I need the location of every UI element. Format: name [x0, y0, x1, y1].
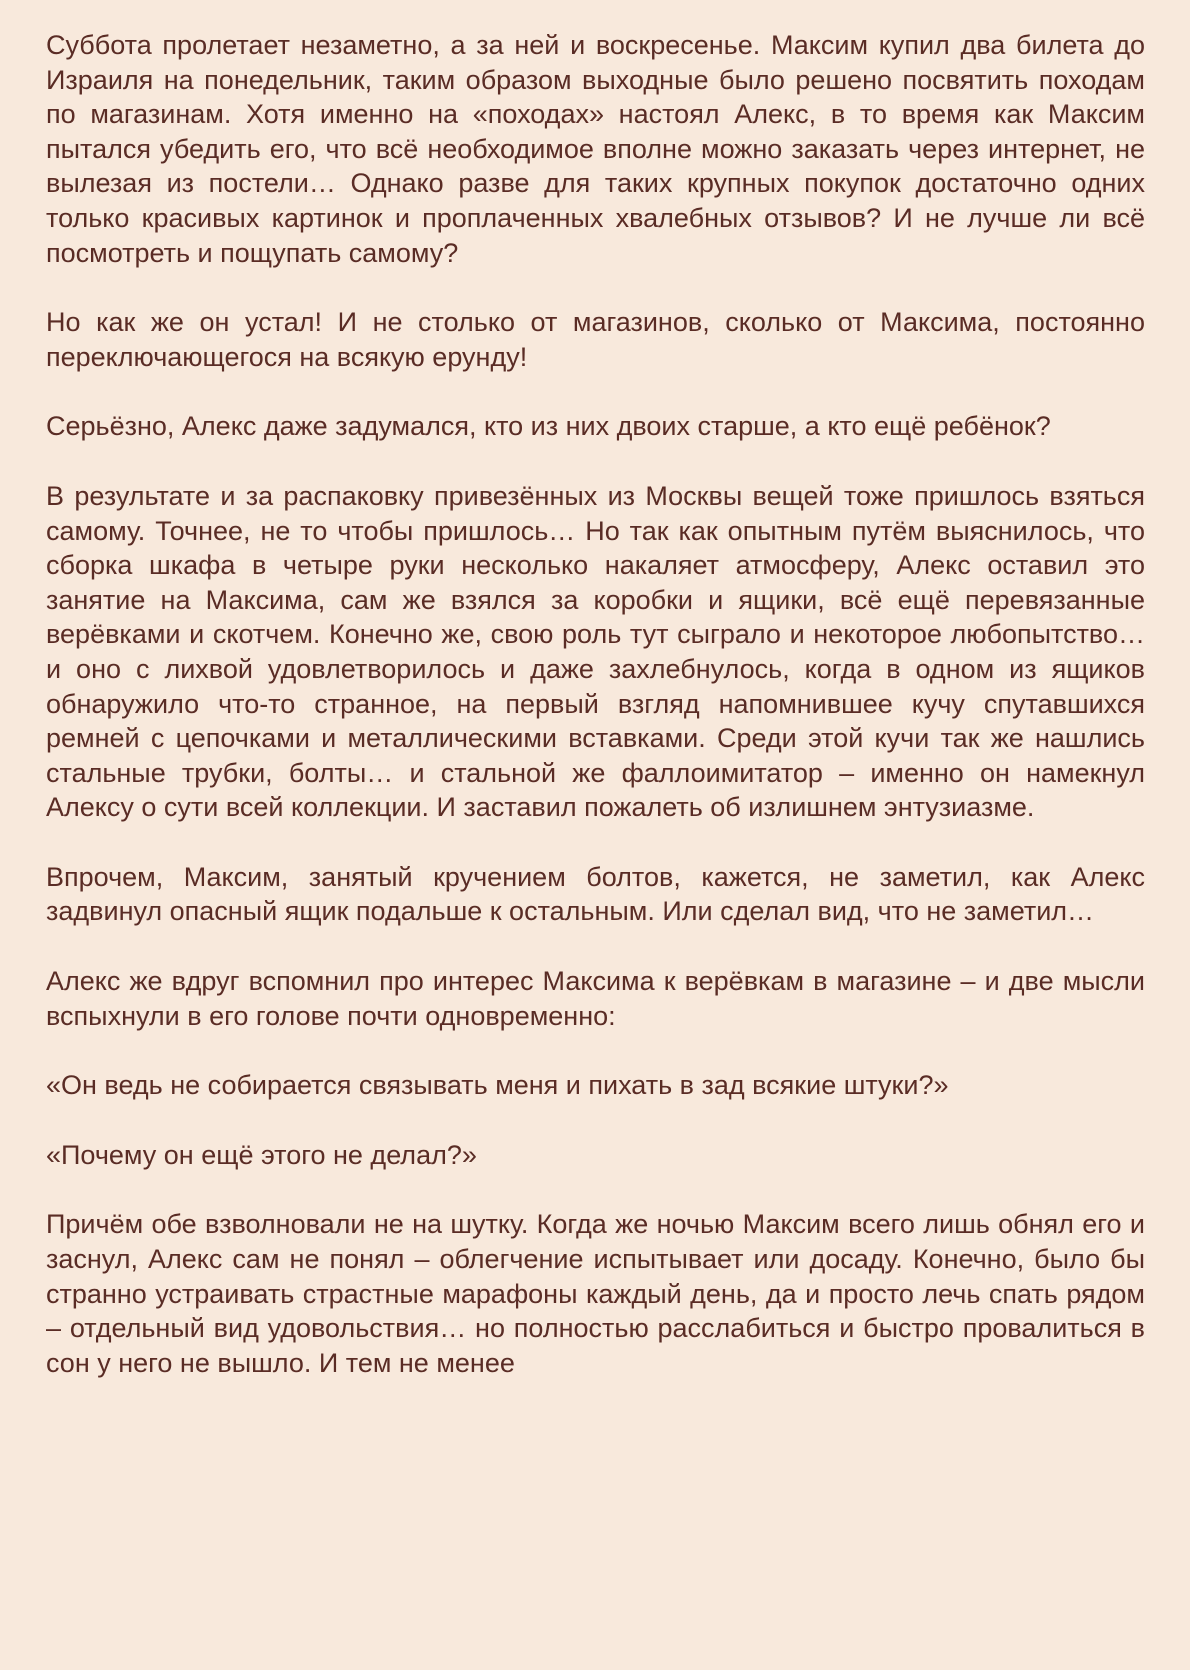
paragraph-5: Впрочем, Максим, занятый кручением болтов, кажется, не заметил, как Алекс задвинул опасный ящик подальше к остальным. Или сделал вид, что не заметил… — [46, 861, 1145, 927]
paragraph-9: Причём обе взволновали не на шутку. Когда же ночью Максим всего лишь обнял его и заснул, Алекс сам не понял – облегчение испытывает или досаду. Конечно, было бы странно устраивать страстные марафоны каждый день, да и просто лечь спать рядом – отдельный вид удовольствия… но полностью расслабиться и быстро провалиться в сон у него не вышло. И тем не менее — [46, 1209, 1145, 1378]
paragraph-3: Серьёзно, Алекс даже задумался, кто из них двоих старше, а кто ещё ребёнок? — [46, 411, 1051, 442]
paragraph-1: Суббота пролетает незаметно, а за ней и воскресенье. Максим купил два билета до Израиля на понедельник, таким образом выходные было решено посвятить походам по магазинам. Хотя именно на «походах» настоял Алекс, в то время как Максим пытался убедить его, что всё необходимое вполне можно заказать через интернет, не вылезая из постели… Однако разве для таких крупных покупок достаточно одних только красивых картинок и проплаченных хвалебных отзывов? И не лучше ли всё посмотреть и пощупать самому? — [46, 30, 1145, 268]
paragraph-7: «Он ведь не собирается связывать меня и пихать в зад всякие штуки?» — [46, 1070, 949, 1101]
paragraph-8: «Почему он ещё этого не делал?» — [46, 1139, 477, 1170]
paragraph-4: В результате и за распаковку привезённых из Москвы вещей тоже пришлось взяться самому. Точнее, не то чтобы пришлось… Но так как опытным путём выяснилось, что сборка шкафа в четыре руки несколько накаляет атмосферу, Алекс оставил это занятие на Максима, сам же взялся за коробки и ящики, всё ещё перевязанные верёвками и скотчем. Конечно же, свою роль тут сыграло и некоторое любопытство… и оно с лихвой удовлетворилось и даже захлебнулось, когда в одном из ящиков обнаружило что-то странное, на первый взгляд напомнившее кучу спутавшихся ремней с цепочками и металлическими вставками. Среди этой кучи так же нашлись стальные трубки, болты… и стальной же фаллоимитатор – именно он намекнул Алексу о сути всей коллекции. И заставил пожалеть об излишнем энтузиазме. — [46, 480, 1145, 823]
paragraph-6: Алекс же вдруг вспомнил про интерес Максима к верёвкам в магазине – и две мысли вспыхнули в его голове почти одновременно: — [46, 966, 1145, 1031]
paragraph-2: Но как же он устал! И не столько от магазинов, сколько от Максима, постоянно переключающегося на всякую ерунду! — [46, 307, 1145, 372]
